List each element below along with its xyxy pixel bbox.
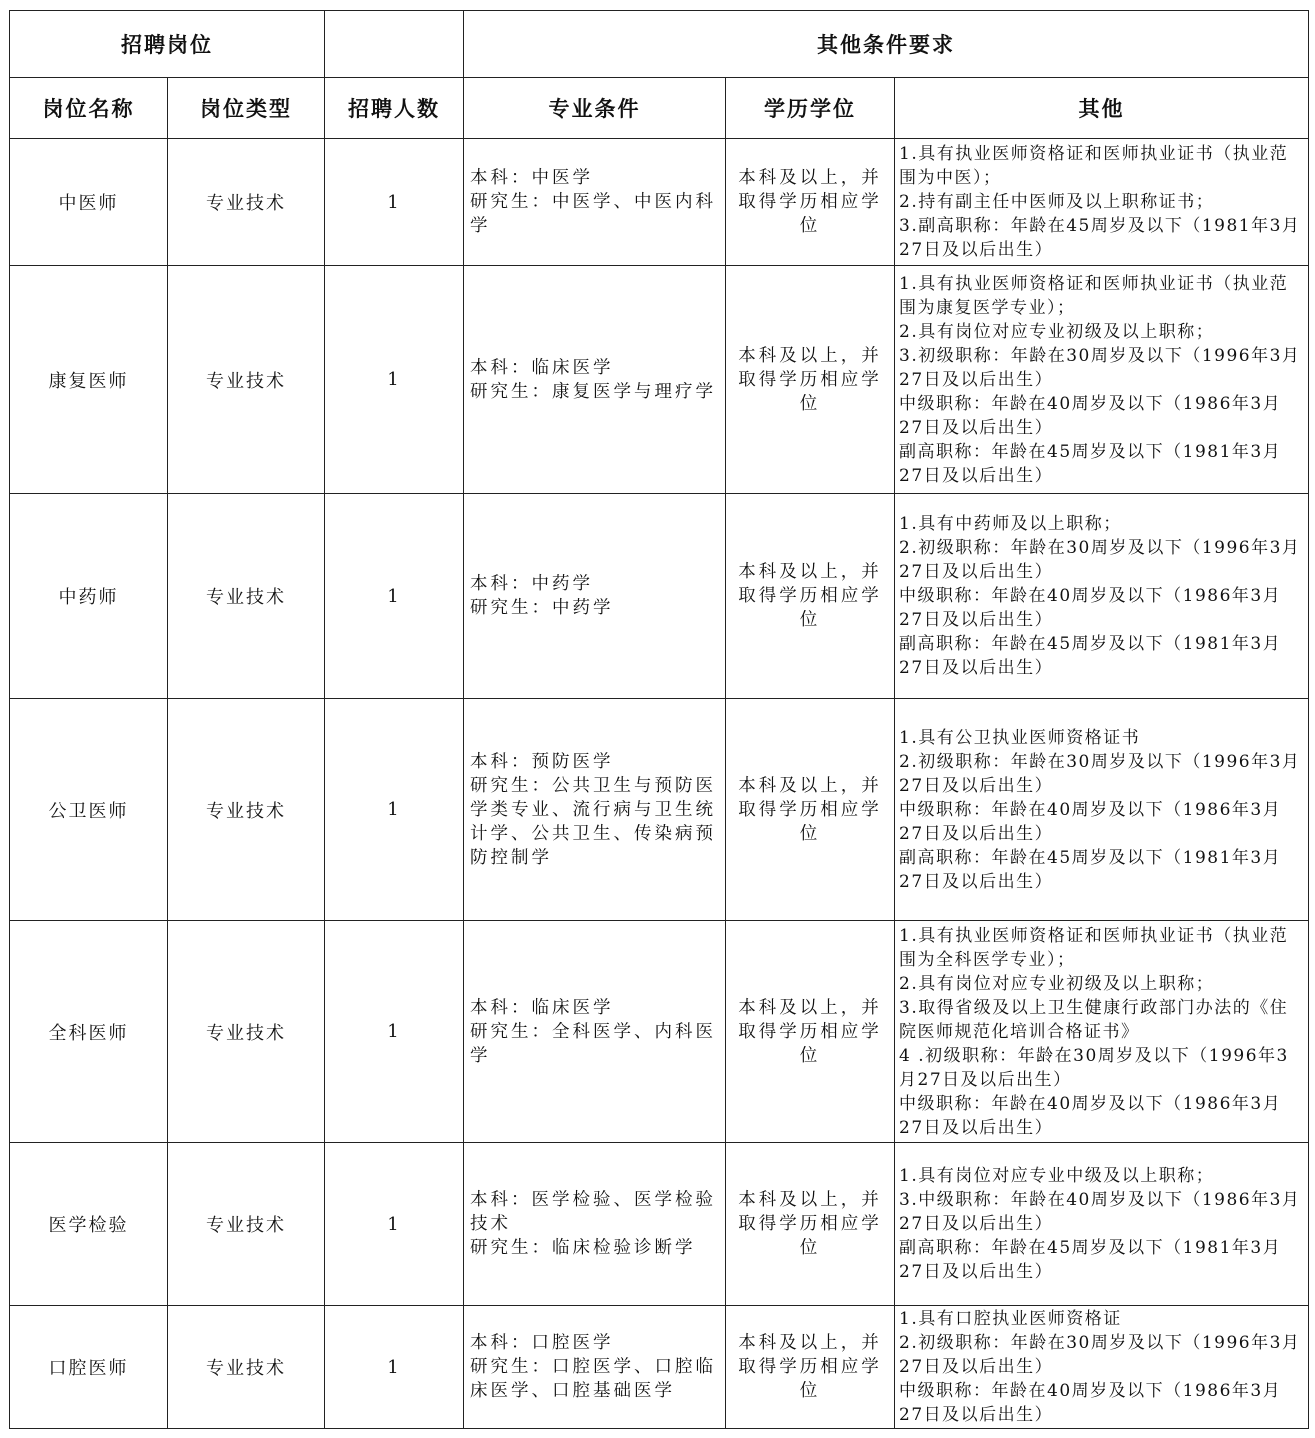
post-count: 1 xyxy=(325,921,464,1143)
post-count: 1 xyxy=(325,494,464,699)
major-requirement xyxy=(464,494,726,699)
post-type: 专业技术 xyxy=(168,494,325,699)
other-requirement: 1.具有执业医师资格证和医师执业证书（执业范围为中医）； 2.持有副主任中医师及以上职称证书； 3.副高职称：年龄在45周岁及以下（1981年3月27日及以后出生） xyxy=(895,139,1309,266)
group-header-other: 其他条件要求 xyxy=(464,11,1309,78)
post-type: 专业技术 xyxy=(168,139,325,266)
post-type: 专业技术 xyxy=(168,921,325,1143)
col-header-name: 岗位名称 xyxy=(10,78,168,139)
post-count: 1 xyxy=(325,266,464,494)
post-type: 专业技术 xyxy=(168,699,325,921)
major-requirement xyxy=(464,1143,726,1306)
col-header-other: 其他 xyxy=(895,78,1309,139)
major-text: 本科：中医学 研究生：中医学、中医内科学 xyxy=(470,168,716,236)
major-text: 本科：临床医学 研究生：全科医学、内科医学 xyxy=(470,997,716,1066)
post-name: 中医师 xyxy=(10,139,168,266)
post-name: 康复医师 xyxy=(10,266,168,494)
major-text: 本科：中药学 研究生：中药学 xyxy=(470,574,614,618)
degree-requirement: 本科及以上，并取得学历相应学位 xyxy=(726,1306,895,1429)
other-requirement: 1.具有执业医师资格证和医师执业证书（执业范围为康复医学专业）； 2.具有岗位对应专业初级及以上职称； 3.初级职称：年龄在30周岁及以下（1996年3月27日及以后出生） 中级职称：年龄在40周岁及以下（1986年3月27日及以后出生） 副高职称：年龄在45周岁及以下（1981年3月27日及以后出生） xyxy=(895,266,1309,494)
degree-requirement: 本科及以上，并取得学历相应学位 xyxy=(726,494,895,699)
table-row xyxy=(10,1306,1309,1429)
other-requirement: 1.具有执业医师资格证和医师执业证书（执业范围为全科医学专业）； 2.具有岗位对应专业初级及以上职称； 3.取得省级及以上卫生健康行政部门办法的《住院医师规范化培训合格证书》 4 .初级职称：年龄在30周岁及以下（1996年3月27日及以后出生） 中级职称：年龄在40周岁及以下（1986年3月27日及以后出生） xyxy=(895,921,1309,1143)
post-count: 1 xyxy=(325,699,464,921)
degree-requirement: 本科及以上，并取得学历相应学位 xyxy=(726,139,895,266)
column-header-row xyxy=(10,78,1309,139)
post-count: 1 xyxy=(325,1143,464,1306)
major-text: 本科：预防医学 研究生：公共卫生与预防医学类专业、流行病与卫生统计学、公共卫生、传染病预防控制学 xyxy=(470,751,716,868)
post-count: 1 xyxy=(325,1306,464,1429)
post-count: 1 xyxy=(325,139,464,266)
post-name: 医学检验 xyxy=(10,1143,168,1306)
group-header-empty xyxy=(325,11,464,78)
major-requirement xyxy=(464,139,726,266)
degree-requirement: 本科及以上，并取得学历相应学位 xyxy=(726,699,895,921)
table-row xyxy=(10,699,1309,921)
table-row xyxy=(10,139,1309,266)
group-header-row xyxy=(10,11,1309,78)
post-type: 专业技术 xyxy=(168,1143,325,1306)
col-header-major: 专业条件 xyxy=(464,78,726,139)
degree-requirement: 本科及以上，并取得学历相应学位 xyxy=(726,921,895,1143)
post-name: 中药师 xyxy=(10,494,168,699)
major-requirement xyxy=(464,266,726,494)
other-requirement: 1.具有公卫执业医师资格证书 2.初级职称：年龄在30周岁及以下（1996年3月27日及以后出生） 中级职称：年龄在40周岁及以下（1986年3月27日及以后出生） 副高职称：年龄在45周岁及以下（1981年3月27日及以后出生） xyxy=(895,699,1309,921)
table-row xyxy=(10,266,1309,494)
other-requirement: 1.具有口腔执业医师资格证 2.初级职称：年龄在30周岁及以下（1996年3月27日及以后出生） 中级职称：年龄在40周岁及以下（1986年3月27日及以后出生） xyxy=(895,1306,1309,1429)
recruitment-table xyxy=(9,10,1309,1429)
post-name: 公卫医师 xyxy=(10,699,168,921)
other-requirement: 1.具有岗位对应专业中级及以上职称； 3.中级职称：年龄在40周岁及以下（1986年3月27日及以后出生） 副高职称：年龄在45周岁及以下（1981年3月27日及以后出生） xyxy=(895,1143,1309,1306)
major-text: 本科：医学检验、医学检验技术 研究生：临床检验诊断学 xyxy=(470,1190,716,1258)
table-row xyxy=(10,921,1309,1143)
other-requirement: 1.具有中药师及以上职称； 2.初级职称：年龄在30周岁及以下（1996年3月27日及以后出生） 中级职称：年龄在40周岁及以下（1986年3月27日及以后出生） 副高职称：年龄在45周岁及以下（1981年3月27日及以后出生） xyxy=(895,494,1309,699)
major-text: 本科：临床医学 研究生：康复医学与理疗学 xyxy=(470,357,716,402)
major-requirement xyxy=(464,1306,726,1429)
col-header-type: 岗位类型 xyxy=(168,78,325,139)
col-header-degree: 学历学位 xyxy=(726,78,895,139)
group-header-post: 招聘岗位 xyxy=(10,11,325,78)
post-type: 专业技术 xyxy=(168,1306,325,1429)
post-type: 专业技术 xyxy=(168,266,325,494)
degree-requirement: 本科及以上，并取得学历相应学位 xyxy=(726,1143,895,1306)
major-requirement xyxy=(464,921,726,1143)
table-row xyxy=(10,494,1309,699)
table-row xyxy=(10,1143,1309,1306)
degree-requirement: 本科及以上，并取得学历相应学位 xyxy=(726,266,895,494)
col-header-count: 招聘人数 xyxy=(325,78,464,139)
major-text: 本科：口腔医学 研究生：口腔医学、口腔临床医学、口腔基础医学 xyxy=(470,1333,716,1401)
major-requirement xyxy=(464,699,726,921)
post-name: 全科医师 xyxy=(10,921,168,1143)
post-name: 口腔医师 xyxy=(10,1306,168,1429)
